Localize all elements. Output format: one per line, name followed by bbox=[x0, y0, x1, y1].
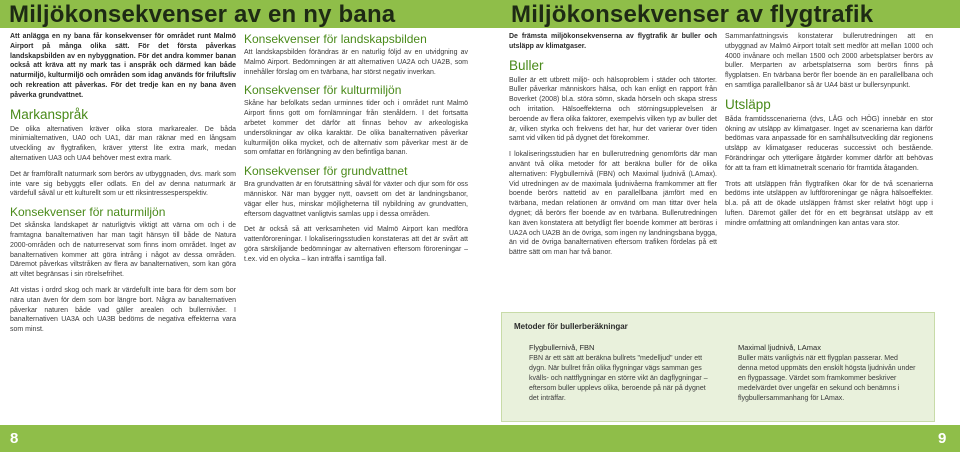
heading-landskapsbilden: Konsekvenser för landskapsbilden bbox=[244, 32, 427, 46]
paragraph-grund-2: Det är också så att verksamheten vid Malmö Airport kan medföra vattenföroreningar. I lokaliseringsstudien konstateras att det är svårt att göra särskiljande bedömningar av alternativen eftersom föroreningar – t.ex. vid en olycka – kan inträffa i samtliga fall. bbox=[244, 226, 468, 263]
right-page-number: 9 bbox=[938, 430, 947, 447]
paragraph-kultur: Skåne har befolkats sedan urminnes tider och i området runt Malmö Airport finns gott om fornlämningar från stenåldern. I det fortsatta arbetet kommer det därför att finnas behov av arkeologiska undersökningar av olika karaktär. De olika banalternativen påverkar kulturmiljön olika mycket, och de alternativ som påverkar mest är de som omfattar en förlängning av den befintliga banan. bbox=[244, 100, 468, 157]
intro-paragraph: Att anlägga en ny bana får konsekvenser för området runt Malmö Airport på många olika sätt. För det första påverkas landskapsbilden av en nybyggnation. För det andra kommer banan också att kräva att ny mark tas i anspråk och därmed kan både naturmiljö, kulturmiljö och områden som idag används för friluftsliv och rekreation att påverkas. För det tredje kan en ny bana även påverka grundvattnet. bbox=[10, 33, 236, 99]
paragraph-utslapp-1: Båda framtidsscenarierna (dvs, LÅG och HÖG) innebär en stor ökning av utsläpp av klimatgaser. Inget av scenarierna kan därför bedömas vara anpassade för en samhällsutveckling där regionens utsläpp av klimatgaser reduceras successivt och bestående. Förändringar och ytterligare åtgärder kommer därför att behövas för att ta fram ett klimatnetralt scenario för framtida åtaganden. bbox=[725, 115, 933, 172]
methods-fbn bbox=[529, 343, 714, 404]
fbn-heading: Flygbullernivå, FBN bbox=[529, 343, 595, 352]
paragraph-natur-2: Att vistas i ordrd skog och mark är värdefullt inte bara för dem som bor nära utan även för dem som bor längre bort. Några av banalternativen påverkar naturen både vad gäller arealen och bullernivåer. I banalternativen UA3A och UA3B bedöms de negativa effekterna vara som minst. bbox=[10, 286, 236, 334]
paragraph-grund-1: Bra grundvatten är en förutsättning såväl för växter och djur som för oss människor. När man bygger nytt, oavsett om det är landningsbanor, vägar eller hus, minskar möjligheterna till nybildning av grundvatten, eftersom dagvattnet vanligtvis samlas upp i dessa områden. bbox=[244, 181, 468, 218]
heading-markansprak: Markanspråk bbox=[10, 106, 89, 122]
column-2 bbox=[244, 32, 468, 271]
right-page-title: Miljökonsekvenser av flygtrafik bbox=[511, 1, 874, 28]
heading-naturmiljo: Konsekvenser för naturmiljön bbox=[10, 205, 166, 220]
column-3 bbox=[509, 32, 717, 264]
left-page-number: 8 bbox=[10, 430, 19, 447]
heading-kulturmiljon: Konsekvenser för kulturmiljön bbox=[244, 83, 402, 98]
paragraph-buller-summary: Sammanfattningsvis konstaterar bullerutredningen att en utbyggnad av Malmö Airport totalt sett medför att mellan 1000 och 4000 invånare och mellan 1500 och 2000 arbetsplatser berörs av buller. Merparten av arbetsplatserna som berörs finns på flygplatsen. En tvärbana berör fler boende än en parallellbana och en samtliga parallellbanor så är UA4 bäst ur bullersynpunkt. bbox=[725, 33, 933, 89]
left-page-title: Miljökonsekvenser av en ny bana bbox=[9, 1, 396, 28]
heading-buller: Buller bbox=[509, 57, 544, 73]
heading-utslapp: Utsläpp bbox=[725, 96, 771, 112]
paragraph-mark-2: Det är framförallt naturmark som berörs av utbyggnaden, dvs. mark som inte vare sig bebyggts eller odlats. En del av denna naturmark är värdefull såväl ur ett kulturellt som ur ett riksintressesperspektiv. bbox=[10, 170, 236, 198]
paragraph-buller-1: Buller är ett utbrett miljö- och hälsoproblem i städer och tätorter. Buller påverkar människors hälsa, och kan enligt en rapport från Boverket (2008) bl.a. störa sömn, skada hörseln och skapa stress och irritation. Hälsoeffekterna och störningsupplevelsen är beroende av flera olika faktorer, exempelvis vilken typ av buller det är, vilken styrka och frekvens det har, hur det varierar över tiden samt vid vilken tid på dygnet det förekommer. bbox=[509, 76, 717, 143]
bottom-footer-band bbox=[0, 425, 960, 452]
heading-grundvattnet: Konsekvenser för grundvattnet bbox=[244, 164, 408, 179]
column-4 bbox=[725, 32, 933, 235]
methods-lamax bbox=[738, 343, 918, 404]
paragraph-utslapp-2: Trots att utsläppen från flygtrafiken ökar för de två scenarierna bedöms inte utsläppen av luftföroreningar ge några hälsoeffekter. bl.a. på att de ökade utsläppen främst sker relativt högt upp i luften. Däremot gäller det för en ett begränsat utsläpp av ett mindre omfattning att omlandningen kan antas vara stor. bbox=[725, 180, 933, 227]
paragraph-landskap: Att landskapsbilden förändras är en naturlig följd av en utvidgning av Malmö Airport. Bedömningen är att alternativen UA2A och UA2B, som innehåller förslag om en tvärbana, har störst negativ inverkan. bbox=[244, 49, 468, 76]
paragraph-natur-1: Det skånska landskapet är naturligtvis viktigt att värna om och i de framtagna banalternativen har man tagit hänsyn till både de Natura 2000-områden och de naturreservat som finns inom området. Inget av banalternativen kommer att göra intrång i något av dessa områden. Däremot påverkas viltstråken av flera av banalternativen, som kan göra att viltet begränsas i sin rörelsefrihet. bbox=[10, 222, 236, 279]
paragraph-buller-2: I lokaliseringsstudien har en bullerutredning genomförts där man använt två olika metoder för att beräkna buller för de olika alternativen: Flygbullernivå (FBN) och Maximal ljudnivå (LAmax). Vid utredningen av de maximala ljudnivåerna framkommer att fler boende berörs nattetid av en parallellbana jämfört med en tvärbana, medan relationen är omvänd om man tittar över hela dygnet; då berörs fler boende av en tvärbana. Bullerutredningen kan även konstatera att betydligt fler boende kommer att beröras i UA2A och UA2B än de övriga, som ingen ny landningsbana bygga, än vid de övriga banalternativen eftersom trafiken fördelas på ett bättre sätt om man har två banor. bbox=[509, 151, 717, 257]
intro-flygtrafik: De främsta miljökonsekvenserna av flygtrafik är buller och utsläpp av klimatgaser. bbox=[509, 33, 717, 50]
column-1 bbox=[10, 32, 236, 341]
fbn-text: FBN är ett sätt att beräkna bullrets "medelljud" under ett dygn. När bullret från olika flygningar vägs samman ges kvälls- och nattflygningar en större vikt än dagflygningar – eftersom buller upplevs olika, beroende på när på dygnet det inträffar. bbox=[529, 355, 708, 402]
lamax-heading: Maximal ljudnivå, LAmax bbox=[738, 343, 821, 352]
lamax-text: Buller mäts vanligtvis när ett flygplan passerar. Med denna metod uppmäts den enskilt högsta ljudnivån under en flygpassage. Värdet som framkommer beskriver medelvärdet över ungefär en sekund och benämns i flygbullersammanhang för LAmax. bbox=[738, 355, 916, 402]
methods-box-title: Metoder för bullerberäkningar bbox=[514, 322, 628, 331]
paragraph-mark-1: De olika alternativen kräver olika stora markarealer. De båda minimialternativen, UA0 och UA1, där man räknar med en långsam utveckling av flygtrafiken, kräver ytterst lite extra mark, medan alternativen UA3 och UA4 behöver mest extra mark. bbox=[10, 125, 236, 162]
